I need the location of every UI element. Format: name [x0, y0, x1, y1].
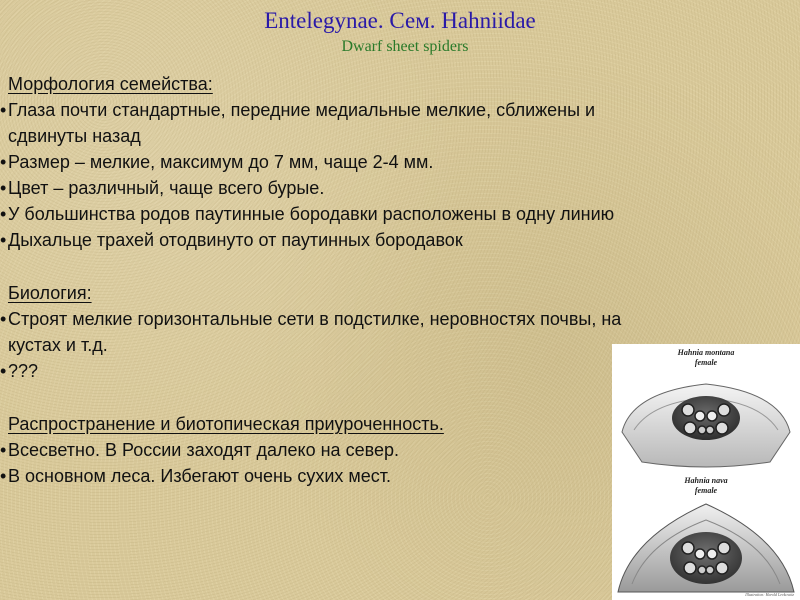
figure-label-bottom	[612, 476, 800, 496]
morphology-item	[0, 149, 790, 175]
morphology-item-text: Цвет – различный, чаще всего бурые.	[8, 178, 325, 198]
morphology-item-text: Глаза почти стандартные, передние медиальные мелкие, сближены и	[8, 100, 596, 120]
spider-illustration	[612, 344, 800, 600]
figure-label-bottom-sex: female	[694, 486, 718, 495]
biology-item-text: Строят мелкие горизонтальные сети в подстилке, неровностях почвы, на	[8, 309, 622, 329]
morphology-item	[0, 227, 790, 253]
morphology-item-text: Дыхальце трахей отодвинуто от паутинных бородавок	[8, 230, 463, 250]
figure-label-top-sex: female	[694, 358, 718, 367]
morphology-item	[0, 175, 790, 201]
morphology-item-text: Размер – мелкие, максимум до 7 мм, чаще 2-4 мм.	[8, 152, 434, 172]
morphology-item-text-cont: сдвинуты назад	[8, 126, 141, 146]
bullet-mark: •	[0, 466, 7, 486]
distribution-heading: Распространение и биотопическая приуроченность.	[8, 414, 444, 434]
morphology-item-text: У большинства родов паутинные бородавки расположены в одну линию	[8, 204, 615, 224]
bullet-mark: •	[0, 309, 7, 329]
figure-label-top-species: Hahnia montana	[677, 348, 735, 357]
biology-heading: Биология:	[8, 283, 92, 303]
morphology-item	[0, 97, 790, 149]
bullet-mark: •	[0, 361, 7, 381]
biology-item-text-cont: кустах и т.д.	[8, 335, 108, 355]
figure-label-top	[612, 348, 800, 368]
bullet-mark: •	[0, 230, 7, 250]
page-subtitle: Dwarf sheet spiders	[341, 38, 469, 55]
hahnia-montana-carapace-image	[612, 372, 800, 472]
biology-item-text: ???	[8, 361, 39, 381]
distribution-item-text: Всесветно. В России заходят далеко на север.	[8, 440, 399, 460]
morphology-heading: Морфология семейства:	[8, 74, 213, 94]
bullet-mark: •	[0, 204, 7, 224]
bullet-mark: •	[0, 100, 7, 120]
section-spacer	[0, 253, 790, 280]
page-title: Entelegynae. Сем. Hahniidae	[264, 8, 536, 33]
bullet-mark: •	[0, 152, 7, 172]
figure-credit: Illustration: Harold Levkowitz	[745, 592, 794, 597]
bullet-mark: •	[0, 440, 7, 460]
figure-label-bottom-species: Hahnia nava	[684, 476, 728, 485]
hahnia-nava-carapace-image	[612, 498, 800, 596]
morphology-item	[0, 201, 790, 227]
bullet-mark: •	[0, 178, 7, 198]
distribution-item-text: В основном леса. Избегают очень сухих мест.	[8, 466, 392, 486]
